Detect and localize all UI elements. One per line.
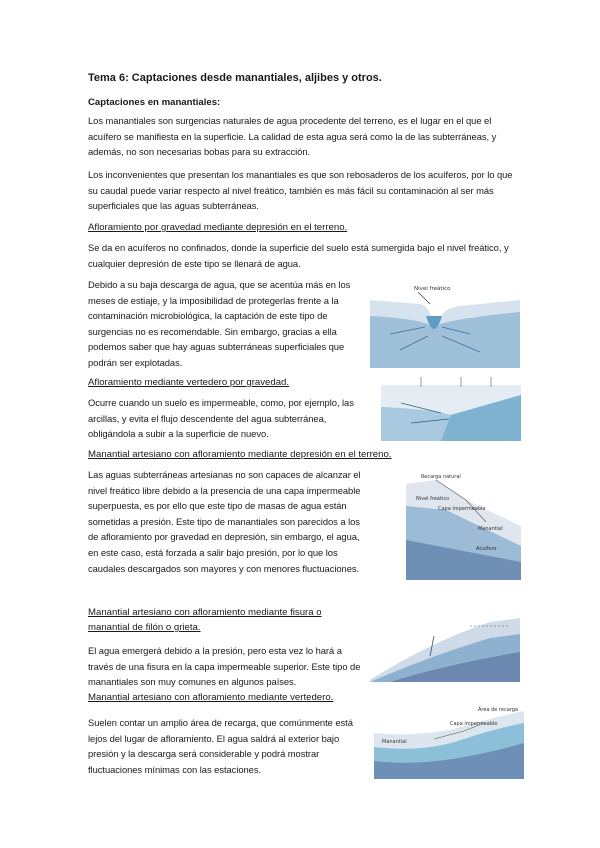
figure-weir-label-impermeable: Capa impermeable [450,721,498,727]
heading-artesian-weir: Manantial artesiano con afloramiento mediante vertedero. [88,692,334,703]
page-title: Tema 6: Captaciones desde manantiales, aljibes y otros. [88,72,382,84]
intro-paragraph-1: Los manantiales son surgencias naturales de agua procedente del terreno, es el lugar en el que el acuífero se manifiesta en la superficie. La calidad de esta agua será como la de las subterráneas, y además, no son necesarias bobas para su extracción. [88,115,497,158]
figure-artesian-weir [374,703,524,779]
intro-paragraph-2: Los inconvenientes que presentan los manantiales es que son rebosaderos de los acuíferos, por lo que su caudal puede variar respecto al nivel freático, también es más fácil su contaminación al ser más superficiales que las aguas subterráneas. [88,169,513,212]
heading-artesian-depression: Manantial artesiano con afloramiento mediante depresión en el terreno. [88,449,392,460]
figure-artesian-fissure [370,612,520,682]
figure-weir-label-recharge: Área de recarga [478,707,518,713]
paragraph-gravity-weir: Ocurre cuando un suelo es impermeable, como, por ejemplo, las arcillas, y evita el flujo descendente del agua subterránea, obligándola a subir a la superficie de nuevo. [88,397,354,440]
paragraph-gravity-depression: Debido a su baja descarga de agua, que se acentúa más en los meses de estiaje, y la imposibilidad de protegerlas frente a la contaminación microbiológica, la captación de este tipo de surgencias no es recomendable. Sin embargo, gracias a ella podemos saber que hay aguas subterráneas superficiales que podrán ser explotadas. [88,279,351,368]
section-subtitle: Captaciones en manantiales: [88,97,221,108]
figure-gravity-depression-label: Nivel freático [414,286,451,292]
paragraph-artesian-fissure: El agua emergerá debido a la presión, pero esta vez lo hará a través de una fisura en la capa impermeable superior. Este tipo de manantiales son muy comunes en algunos países. [88,645,361,688]
heading-artesian-fissure: Manantial artesiano con afloramiento mediante fisura o manantial de filón o grieta. [88,607,322,633]
figure-gravity-depression [370,282,520,368]
figure-label-spring: Manantial [478,526,503,532]
figure-label-impermeable: Capa impermeable [438,506,486,512]
heading-gravity-depression: Afloramiento por gravedad mediante depresión en el terreno. [88,222,348,233]
paragraph-gravity-depression-intro: Se da en acuíferos no confinados, donde la superficie del suelo está sumergida bajo el nivel freático, y cualquier depresión de este tipo se llenará de agua. [88,242,509,269]
paragraph-artesian-depression: Las aguas subterráneas artesianas no son capaces de alcanzar el nivel freático libre debido a la presencia de una capa impermeable superpuesta, es por ello que este tipo de masas de agua están sometidas a presión. Este tipo de manantiales son parecidos a los de afloramiento por gravedad en depresión, sin embargo, el agua, en este caso, está forzada a salir bajo presión, por lo que los caudales descargados son mayores y con menores fluctuaciones. [88,469,361,574]
figure-artesian-depression [366,470,521,580]
figure-weir-label-spring: Manantial [382,739,407,745]
heading-gravity-weir: Afloramiento mediante vertedero por gravedad. [88,377,290,388]
figure-gravity-weir [381,373,521,441]
paragraph-artesian-weir: Suelen contar un amplio área de recarga, que comúnmente está lejos del lugar de afloramiento. El agua saldrá al exterior bajo presión y la descarga será considerable y podrá mostrar fluctuaciones mínimas con las estaciones. [88,717,353,775]
figure-label-water-table: Nivel freático [416,496,450,502]
figure-label-aquifer: Acuífero [476,546,497,552]
figure-label-recharge: Recarga natural [421,474,461,480]
